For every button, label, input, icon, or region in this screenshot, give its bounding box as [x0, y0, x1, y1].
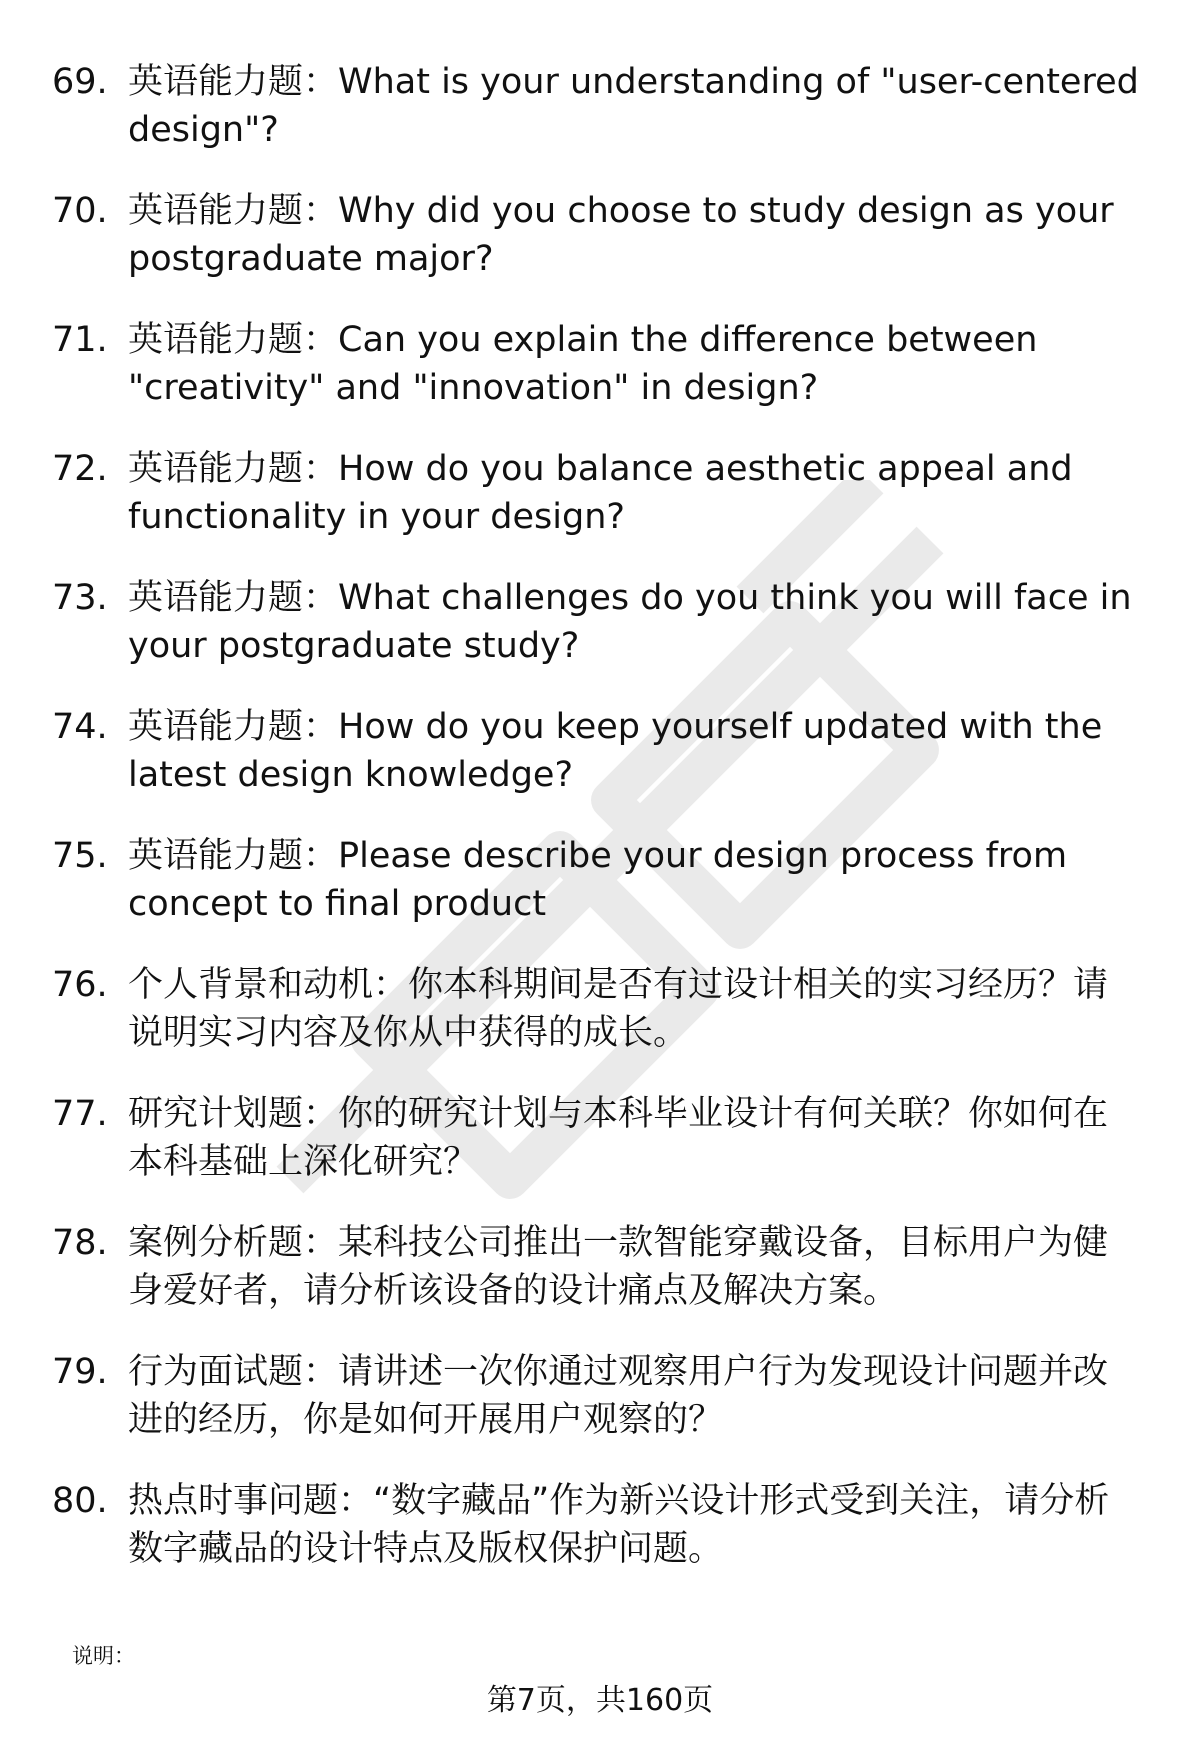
list-item: [52, 1348, 1142, 1444]
question-number: 75.: [52, 836, 108, 876]
list-item: [52, 961, 1142, 1057]
question-number: 79.: [52, 1352, 108, 1392]
question-number: 71.: [52, 320, 108, 360]
list-item: [52, 1219, 1142, 1315]
question-text: 热点时事问题：“数字藏品”作为新兴设计形式受到关注，请分析数字藏品的设计特点及版权保护问题。: [128, 1481, 1110, 1569]
question-number: 70.: [52, 191, 108, 231]
question-number: 72.: [52, 449, 108, 489]
question-text: 英语能力题：Can you explain the difference between "creativity" and "innovation" in design?: [128, 320, 1038, 408]
page-footer: 第7页，共160页: [486, 1683, 714, 1718]
list-item: [52, 1090, 1142, 1186]
question-number: 69.: [52, 62, 108, 102]
question-number: 80.: [52, 1481, 108, 1521]
question-text: 英语能力题：Please describe your design process from concept to final product: [128, 836, 1068, 924]
question-text: 英语能力题：What is your understanding of "user-centered design"?: [128, 62, 1139, 150]
list-item: [52, 1477, 1142, 1573]
question-text: 英语能力题：Why did you choose to study design as your postgraduate major?: [128, 191, 1114, 279]
question-text: 案例分析题：某科技公司推出一款智能穿戴设备，目标用户为健身爱好者，请分析该设备的设计痛点及解决方案。: [128, 1223, 1109, 1311]
list-item: [52, 316, 1142, 412]
question-number: 74.: [52, 707, 108, 747]
question-number: 76.: [52, 965, 108, 1005]
list-item: [52, 187, 1142, 283]
list-item: [52, 703, 1142, 799]
question-number: 77.: [52, 1094, 108, 1134]
question-text: 英语能力题：How do you balance aesthetic appeal and functionality in your design?: [128, 449, 1073, 537]
question-text: 英语能力题：How do you keep yourself updated with the latest design knowledge?: [128, 707, 1103, 795]
list-item: [52, 832, 1142, 928]
note-label: 说明：: [72, 1644, 135, 1668]
list-item: [52, 445, 1142, 541]
question-text: 个人背景和动机：你本科期间是否有过设计相关的实习经历？请说明实习内容及你从中获得的成长。: [128, 965, 1109, 1053]
question-number: 73.: [52, 578, 108, 618]
list-item: [52, 58, 1142, 154]
question-number: 78.: [52, 1223, 108, 1263]
question-text: 英语能力题：What challenges do you think you will face in your postgraduate study?: [128, 578, 1132, 666]
question-list: [52, 58, 1142, 1606]
question-text: 行为面试题：请讲述一次你通过观察用户行为发现设计问题并改进的经历，你是如何开展用户观察的？: [128, 1352, 1109, 1440]
question-text: 研究计划题：你的研究计划与本科毕业设计有何关联？你如何在本科基础上深化研究？: [128, 1094, 1109, 1182]
list-item: [52, 574, 1142, 670]
